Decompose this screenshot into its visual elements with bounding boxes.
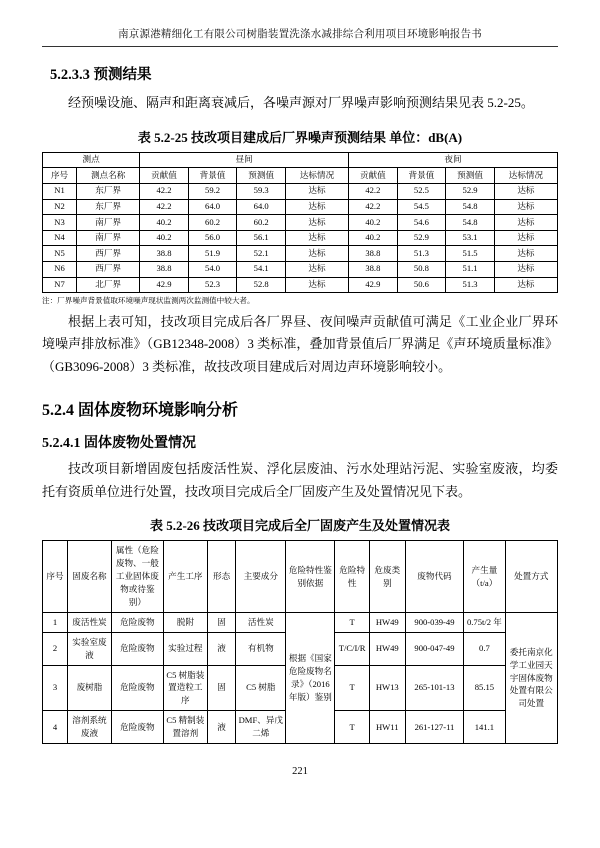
cell-waste-name: 废树脂	[68, 665, 112, 711]
col-night-contrib: 贡献值	[349, 168, 398, 184]
cell-composition: 活性炭	[236, 612, 286, 632]
cell-hazard-category: HW11	[369, 711, 405, 744]
cell-night-bg: 50.8	[397, 261, 446, 277]
cell-night-bg: 54.5	[397, 199, 446, 215]
col-hazard-category: 危废类别	[369, 541, 405, 612]
header-group-night: 夜间	[349, 152, 558, 168]
table-row	[43, 277, 558, 293]
col-form: 形态	[207, 541, 235, 612]
cell-day-comp: 达标	[285, 277, 348, 293]
cell-waste-code: 261-127-11	[405, 711, 464, 744]
section-heading-5233: 5.2.3.3 预测结果	[50, 67, 152, 83]
table-row	[43, 215, 558, 231]
col-no: 序号	[43, 541, 68, 612]
cell-no: N2	[43, 199, 77, 215]
cell-day-comp: 达标	[285, 230, 348, 246]
col-basis: 危险特性鉴别依据	[286, 541, 335, 612]
cell-night-comp: 达标	[494, 261, 557, 277]
col-day-predicted: 预测值	[237, 168, 286, 184]
cell-day-pred: 52.8	[237, 277, 286, 293]
cell-process: C5 树脂装置造粒工序	[163, 665, 207, 711]
cell-night-pred: 51.5	[446, 246, 495, 262]
col-composition: 主要成分	[236, 541, 286, 612]
cell-night-contrib: 40.2	[349, 230, 398, 246]
cell-day-pred: 64.0	[237, 199, 286, 215]
page-header: 南京源港精细化工有限公司树脂装置洗涤水减排综合利用项目环境影响报告书	[42, 26, 558, 47]
cell-form: 液	[207, 711, 235, 744]
cell-no: 3	[43, 665, 68, 711]
table-row	[43, 261, 558, 277]
col-amount: 产生量（t/a）	[464, 541, 505, 612]
section-heading-524: 5.2.4 固体废物环境影响分析	[42, 401, 239, 419]
col-waste-code: 废物代码	[405, 541, 464, 612]
cell-amount: 141.1	[464, 711, 505, 744]
cell-amount: 0.75t/2 年	[464, 612, 505, 632]
cell-day-contrib: 38.8	[140, 261, 189, 277]
cell-no: 2	[43, 632, 68, 665]
cell-day-bg: 64.0	[188, 199, 237, 215]
cell-day-contrib: 42.9	[140, 277, 189, 293]
cell-night-comp: 达标	[494, 215, 557, 231]
cell-no: N1	[43, 183, 77, 199]
cell-day-comp: 达标	[285, 199, 348, 215]
cell-process: C5 精制装置溶剂	[163, 711, 207, 744]
cell-day-contrib: 42.2	[140, 199, 189, 215]
col-day-background: 背景值	[188, 168, 237, 184]
cell-night-pred: 51.1	[446, 261, 495, 277]
cell-no: N7	[43, 277, 77, 293]
cell-night-comp: 达标	[494, 277, 557, 293]
cell-waste-code: 900-039-49	[405, 612, 464, 632]
table-subheader-row	[43, 168, 558, 184]
cell-attribute: 危险废物	[111, 711, 163, 744]
col-attribute: 属性（危险废物、一般工业固体废物或待鉴别）	[111, 541, 163, 612]
cell-waste-code: 900-047-49	[405, 632, 464, 665]
col-day-contrib: 贡献值	[140, 168, 189, 184]
cell-composition: DMF、异戊二烯	[236, 711, 286, 744]
paragraph-solid-waste: 技改项目新增固废包括废活性炭、浮化层废油、污水处理站污泥、实验室废液，均委托有资质单位进行处置，技改项目完成后全厂固废产生及处置情况见下表。	[42, 460, 558, 499]
cell-day-comp: 达标	[285, 246, 348, 262]
cell-day-pred: 59.3	[237, 183, 286, 199]
table-row	[43, 612, 558, 632]
cell-composition: C5 树脂	[236, 665, 286, 711]
col-night-predicted: 预测值	[446, 168, 495, 184]
cell-amount: 0.7	[464, 632, 505, 665]
waste-disposal-table	[42, 540, 558, 744]
table-row	[43, 199, 558, 215]
cell-composition: 有机物	[236, 632, 286, 665]
table-row	[43, 246, 558, 262]
paragraph-prediction-intro: 经预噪设施、隔声和距离衰减后，各噪声源对厂界噪声影响预测结果见表 5.2-25。	[68, 95, 534, 110]
cell-basis: 根据《国家危险废物名录》（2016 年版）鉴别	[286, 612, 335, 743]
cell-waste-name: 实验室废液	[68, 632, 112, 665]
cell-night-bg: 52.9	[397, 230, 446, 246]
cell-waste-name: 溶剂系统废液	[68, 711, 112, 744]
cell-night-bg: 54.6	[397, 215, 446, 231]
noise-table-note: 注：厂界噪声背景值取环境噪声现状监测两次监测值中较大者。	[42, 296, 255, 306]
cell-disposal: 委托南京化学工业园天宇固体废物处置有限公司处置	[505, 612, 557, 743]
cell-night-comp: 达标	[494, 183, 557, 199]
cell-process: 脱附	[163, 612, 207, 632]
waste-table-title: 表 5.2-26 技改项目完成后全厂固废产生及处置情况表	[149, 518, 451, 534]
cell-form: 固	[207, 612, 235, 632]
cell-point: 北厂界	[77, 277, 140, 293]
cell-day-bg: 59.2	[188, 183, 237, 199]
cell-point: 西厂界	[77, 261, 140, 277]
cell-day-bg: 56.0	[188, 230, 237, 246]
cell-attribute: 危险废物	[111, 612, 163, 632]
cell-day-bg: 52.3	[188, 277, 237, 293]
cell-hazard-property: T	[335, 612, 370, 632]
cell-night-contrib: 42.2	[349, 199, 398, 215]
col-hazard-property: 危险特性	[335, 541, 370, 612]
noise-prediction-table	[42, 152, 558, 293]
cell-night-bg: 50.6	[397, 277, 446, 293]
cell-day-contrib: 42.2	[140, 183, 189, 199]
cell-hazard-property: T	[335, 665, 370, 711]
table-row	[43, 230, 558, 246]
cell-day-comp: 达标	[285, 183, 348, 199]
cell-day-contrib: 38.8	[140, 246, 189, 262]
cell-point: 南厂界	[77, 215, 140, 231]
cell-night-pred: 54.8	[446, 199, 495, 215]
cell-no: N6	[43, 261, 77, 277]
cell-attribute: 危险废物	[111, 632, 163, 665]
cell-hazard-property: T/C/I/R	[335, 632, 370, 665]
cell-hazard-category: HW49	[369, 612, 405, 632]
cell-night-pred: 52.9	[446, 183, 495, 199]
cell-point: 西厂界	[77, 246, 140, 262]
cell-waste-code: 265-101-13	[405, 665, 464, 711]
col-night-background: 背景值	[397, 168, 446, 184]
header-group-day: 昼间	[140, 152, 349, 168]
cell-amount: 85.15	[464, 665, 505, 711]
cell-day-pred: 54.1	[237, 261, 286, 277]
cell-waste-name: 废活性炭	[68, 612, 112, 632]
col-night-compliance: 达标情况	[494, 168, 557, 184]
cell-form: 固	[207, 665, 235, 711]
table-row	[43, 183, 558, 199]
cell-hazard-property: T	[335, 711, 370, 744]
cell-night-bg: 51.3	[397, 246, 446, 262]
cell-point: 南厂界	[77, 230, 140, 246]
page-number: 221	[292, 766, 308, 778]
cell-night-bg: 52.5	[397, 183, 446, 199]
table-header-row	[43, 152, 558, 168]
cell-day-comp: 达标	[285, 215, 348, 231]
cell-night-contrib: 40.2	[349, 215, 398, 231]
cell-night-pred: 54.8	[446, 215, 495, 231]
cell-hazard-category: HW49	[369, 632, 405, 665]
cell-form: 液	[207, 632, 235, 665]
col-no: 序号	[43, 168, 77, 184]
cell-night-pred: 51.3	[446, 277, 495, 293]
cell-no: 1	[43, 612, 68, 632]
cell-day-contrib: 40.2	[140, 230, 189, 246]
cell-point: 东厂界	[77, 183, 140, 199]
col-point-name: 测点名称	[77, 168, 140, 184]
cell-process: 实验过程	[163, 632, 207, 665]
cell-day-bg: 51.9	[188, 246, 237, 262]
cell-day-pred: 56.1	[237, 230, 286, 246]
header-group-point: 测点	[43, 152, 140, 168]
cell-hazard-category: HW13	[369, 665, 405, 711]
cell-no: 4	[43, 711, 68, 744]
cell-day-pred: 52.1	[237, 246, 286, 262]
col-process: 产生工序	[163, 541, 207, 612]
col-disposal: 处置方式	[505, 541, 557, 612]
col-waste-name: 固废名称	[68, 541, 112, 612]
table-header-row	[43, 541, 558, 612]
cell-no: N4	[43, 230, 77, 246]
cell-night-comp: 达标	[494, 246, 557, 262]
cell-day-bg: 60.2	[188, 215, 237, 231]
cell-night-comp: 达标	[494, 230, 557, 246]
cell-night-contrib: 38.8	[349, 261, 398, 277]
cell-attribute: 危险废物	[111, 665, 163, 711]
cell-day-bg: 54.0	[188, 261, 237, 277]
cell-night-contrib: 38.8	[349, 246, 398, 262]
section-heading-5241: 5.2.4.1 固体废物处置情况	[42, 435, 196, 451]
cell-night-pred: 53.1	[446, 230, 495, 246]
cell-no: N3	[43, 215, 77, 231]
cell-no: N5	[43, 246, 77, 262]
cell-point: 东厂界	[77, 199, 140, 215]
paragraph-noise-conclusion: 根据上表可知，技改项目完成后各厂界昼、夜间噪声贡献值可满足《工业企业厂界环境噪声排放标准》（GB12348-2008）3 类标准，叠加背景值后厂界满足《声环境质量标准》（GB3096-2008）3 类标准，故技改项目建成后对周边声环境影响较小。	[42, 313, 558, 375]
cell-day-contrib: 40.2	[140, 215, 189, 231]
cell-night-comp: 达标	[494, 199, 557, 215]
cell-night-contrib: 42.2	[349, 183, 398, 199]
cell-day-comp: 达标	[285, 261, 348, 277]
noise-table-title: 表 5.2-25 技改项目建成后厂界噪声预测结果 单位：dB(A)	[137, 129, 463, 145]
cell-night-contrib: 42.9	[349, 277, 398, 293]
col-day-compliance: 达标情况	[285, 168, 348, 184]
cell-day-pred: 60.2	[237, 215, 286, 231]
